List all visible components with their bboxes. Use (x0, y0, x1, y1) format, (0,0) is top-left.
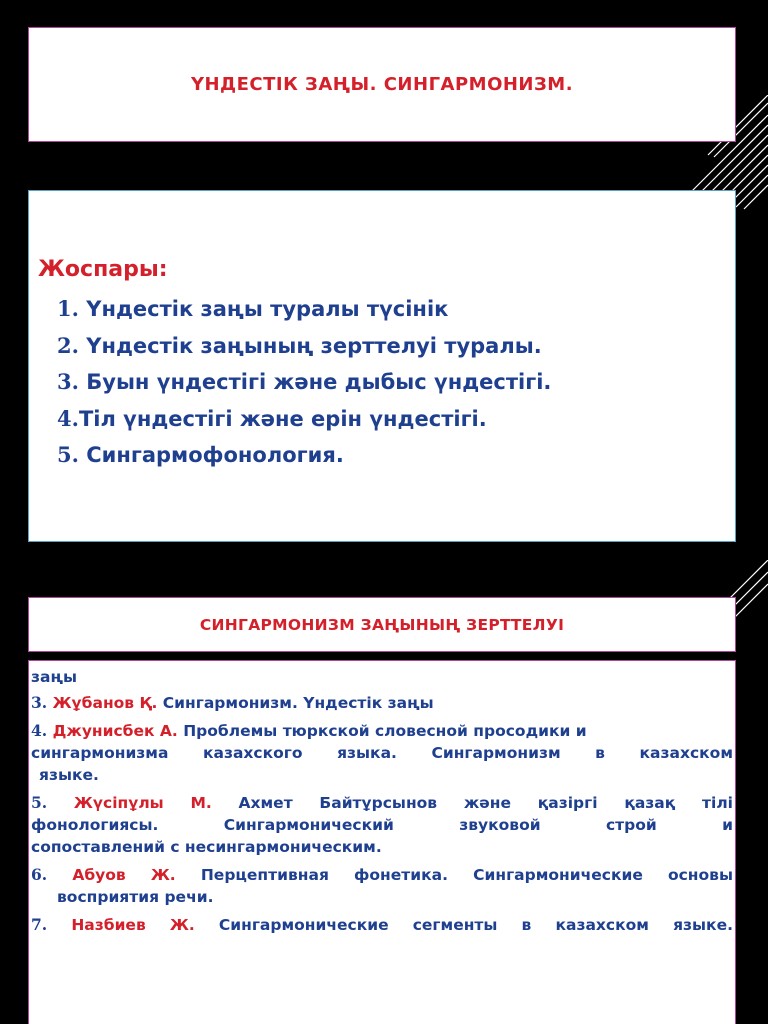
reference-item: 6. Абуов Ж. Перцептивная фонетика. Сингармонические основы восприятия речи. (31, 865, 733, 906)
plan-list (57, 291, 551, 474)
plan-panel (28, 190, 736, 542)
reference-item: 7. Назбиев Ж. Сингармонические сегменты в казахском языке. (31, 915, 733, 934)
plan-item: 2. Үндестік заңының зерттелуі туралы. (57, 332, 542, 358)
reference-partial: заңы (31, 668, 78, 686)
references-panel (28, 660, 736, 1024)
plan-item: 5. Сингармофонология. (57, 442, 344, 467)
slide-title: ҮНДЕСТІК ЗАҢЫ. СИНГАРМОНИЗМ. (190, 74, 574, 95)
plan-item: 4.Тіл үндестігі және ерін үндестігі. (57, 405, 487, 431)
plan-item: 3. Буын үндестігі және дыбыс үндестігі. (57, 369, 552, 394)
plan-item: 1. Үндестік заңы туралы түсінік (57, 296, 449, 321)
reference-item: 3. Жұбанов Қ. Сингармонизм. Үндестік заңы (31, 693, 434, 712)
research-title-panel (28, 597, 736, 652)
research-title: СИНГАРМОНИЗМ ЗАҢЫНЫҢ ЗЕРТТЕЛУІ (199, 615, 565, 634)
references-list (31, 660, 733, 942)
plan-heading: Жоспары: (38, 257, 168, 282)
reference-item: 4. Джунисбек А. Проблемы тюркской словесной просодики и сингармонизма казахского языка. Сингармонизм в казахском языке. (31, 721, 733, 784)
reference-item: 5. Жүсіпұлы М. Ахмет Байтұрсынов және қазіргі қазақ тілі фонологиясы. Сингармонический звуковой строй и сопоставлений с несингармоническим. (31, 793, 733, 856)
title-panel (28, 27, 736, 142)
